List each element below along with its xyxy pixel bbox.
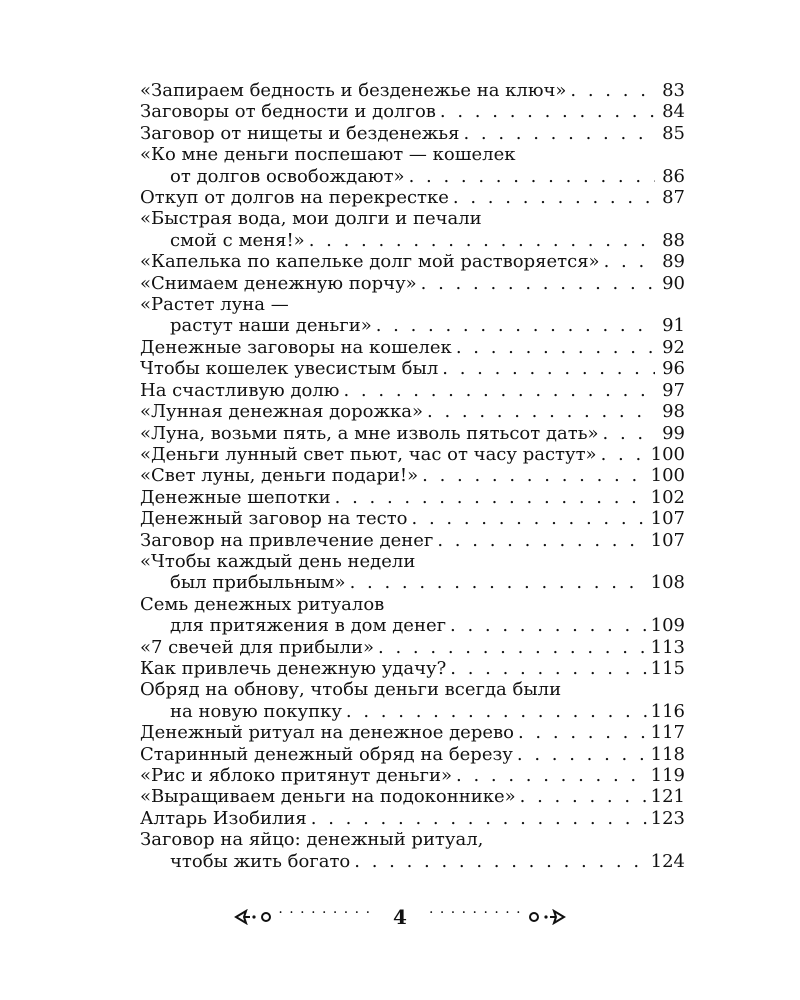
toc-entry-line — [140, 337, 685, 358]
toc-entry-line — [140, 508, 685, 529]
toc-entry[interactable] — [140, 358, 685, 379]
toc-entry-line — [140, 637, 685, 658]
toc-entry-continuation — [140, 166, 685, 187]
toc-page-number: 97 — [662, 379, 685, 401]
toc-entry-title: Денежный ритуал на денежное дерево — [140, 722, 514, 744]
toc-entry[interactable] — [140, 765, 685, 786]
dot-leader — [346, 701, 647, 722]
toc-entry-title: Обряд на обнову, чтобы деньги всегда были — [140, 679, 562, 701]
dot-leader — [421, 273, 655, 294]
toc-page-number: 96 — [662, 358, 685, 380]
dot-leader — [456, 337, 655, 358]
dot-leader — [335, 487, 647, 508]
dot-leader — [412, 508, 647, 529]
left-ornament — [234, 905, 375, 925]
toc-entry-line — [140, 294, 685, 315]
toc-page-number: 113 — [650, 636, 685, 658]
toc-entry-title: На счастливую долю — [140, 379, 340, 401]
toc-page-number: 90 — [662, 272, 685, 294]
toc-page-number: 108 — [650, 572, 685, 594]
toc-entry-title: смой с меня!» — [170, 229, 305, 251]
toc-entry[interactable] — [140, 637, 685, 658]
toc-entry-line — [140, 786, 685, 807]
ornament-dots-right: · · · · · · · · · — [428, 905, 522, 921]
toc-entry-line — [140, 465, 685, 486]
dot-leader — [517, 744, 647, 765]
dot-leader — [309, 230, 655, 251]
toc-entry[interactable] — [140, 808, 685, 829]
toc-entry-line — [140, 594, 685, 615]
dot-leader — [456, 765, 647, 786]
toc-entry-title: для притяжения в дом денег — [170, 615, 447, 637]
toc-entry[interactable] — [140, 530, 685, 551]
toc-entry-title: был прибыльным» — [170, 572, 346, 594]
dot-leader — [354, 851, 646, 872]
toc-entry[interactable] — [140, 337, 685, 358]
toc-page-number: 92 — [662, 336, 685, 358]
toc-page-number: 109 — [650, 615, 685, 637]
toc-entry-title: «Лунная денежная дорожка» — [140, 401, 424, 423]
dot-leader — [378, 637, 647, 658]
dot-leader — [601, 444, 647, 465]
toc-entry-continuation — [140, 572, 685, 593]
dot-leader — [376, 315, 655, 336]
arrow-ornament-left-icon — [234, 909, 274, 925]
toc-entry-title: «Чтобы каждый день недели — [140, 550, 416, 572]
toc-entry-line — [140, 722, 685, 743]
toc-entry-title: Заговор на яйцо: денежный ритуал, — [140, 829, 484, 851]
toc-entry[interactable] — [140, 465, 685, 486]
toc-page-number: 116 — [650, 700, 685, 722]
toc-page-number: 88 — [662, 229, 685, 251]
toc-entry[interactable] — [140, 401, 685, 422]
dot-leader — [350, 572, 647, 593]
toc-entry[interactable] — [140, 251, 685, 272]
toc-entry-continuation — [140, 230, 685, 251]
toc-page-number: 99 — [662, 422, 685, 444]
dot-leader — [440, 101, 655, 122]
toc-page-number: 107 — [650, 508, 685, 530]
toc-entry[interactable] — [140, 380, 685, 401]
toc-page-number: 115 — [650, 657, 685, 679]
toc-entry-title: от долгов освобождают» — [170, 165, 405, 187]
toc-entry[interactable] — [140, 508, 685, 529]
dot-leader — [604, 251, 655, 272]
dot-leader — [427, 401, 655, 422]
toc-page-number: 98 — [662, 401, 685, 423]
toc-entry-title: Семь денежных ритуалов — [140, 593, 385, 615]
toc-page-number: 100 — [650, 443, 685, 465]
toc-entry[interactable] — [140, 444, 685, 465]
page-footer — [0, 904, 800, 930]
dot-leader — [453, 187, 655, 208]
toc-entry-line — [140, 530, 685, 551]
toc-entry[interactable] — [140, 187, 685, 208]
toc-entry-line — [140, 358, 685, 379]
toc-entry-title: «Деньги лунный свет пьют, час от часу растут» — [140, 443, 597, 465]
toc-page-number: 86 — [662, 165, 685, 187]
toc-entry[interactable] — [140, 551, 685, 594]
toc-entry-line — [140, 101, 685, 122]
toc-entry-title: «Рис и яблоко притянут деньги» — [140, 765, 452, 786]
toc-entry-line — [140, 187, 685, 208]
ornament-dots-left: · · · · · · · · · — [278, 905, 372, 921]
toc-entry[interactable] — [140, 679, 685, 722]
toc-page-number: 89 — [662, 251, 685, 273]
toc-entry[interactable] — [140, 594, 685, 637]
toc-page-number: 87 — [662, 187, 685, 209]
toc-entry-title: Откуп от долгов на перекрестке — [140, 187, 449, 209]
toc-entry-title: «Луна, возьми пять, а мне изволь пятьсот дать» — [140, 422, 599, 444]
toc-entry-title: «Капелька по капельке долг мой растворяется» — [140, 251, 600, 273]
dot-leader — [442, 358, 655, 379]
toc-entry-line — [140, 679, 685, 700]
toc-entry-title: Заговор от нищеты и безденежья — [140, 122, 460, 144]
toc-page-number: 119 — [650, 765, 685, 786]
toc-entry-line — [140, 401, 685, 422]
toc-entry-continuation — [140, 615, 685, 636]
dot-leader — [450, 658, 646, 679]
dot-leader — [422, 465, 647, 486]
right-ornament — [425, 905, 566, 925]
arrow-ornament-right-icon — [526, 909, 566, 925]
toc-entry-continuation — [140, 315, 685, 336]
toc-entry-line — [140, 380, 685, 401]
toc-page-number: 123 — [650, 807, 685, 829]
toc-entry-line — [140, 423, 685, 444]
dot-leader — [463, 123, 655, 144]
toc-entry[interactable] — [140, 208, 685, 251]
toc-entry-title: Заговоры от бедности и долгов — [140, 101, 436, 123]
toc-page-number: 124 — [650, 850, 685, 872]
toc-entry-line — [140, 444, 685, 465]
toc-entry-line — [140, 80, 685, 101]
toc-entry-title: растут наши деньги» — [170, 315, 372, 337]
toc-entry[interactable] — [140, 786, 685, 807]
toc-entry[interactable] — [140, 744, 685, 765]
toc-entry[interactable] — [140, 144, 685, 187]
dot-leader — [311, 808, 647, 829]
toc-entry-line — [140, 744, 685, 765]
toc-entry-line — [140, 808, 685, 829]
toc-page-number: 107 — [650, 529, 685, 551]
toc-entry-title: «Выращиваем деньги на подоконнике» — [140, 786, 516, 808]
toc-entry-title: на новую покупку — [170, 700, 342, 722]
toc-entry-line — [140, 487, 685, 508]
dot-leader — [343, 380, 655, 401]
toc-page-number: 102 — [650, 486, 685, 508]
toc-entry[interactable] — [140, 101, 685, 122]
toc-entry[interactable] — [140, 722, 685, 743]
toc-page-number: 84 — [662, 101, 685, 123]
toc-page-number: 91 — [662, 315, 685, 337]
toc-entry-title: Денежные шепотки — [140, 486, 331, 508]
toc-entry-line — [140, 144, 685, 165]
dot-leader — [570, 80, 655, 101]
toc-entry-line — [140, 829, 685, 850]
table-of-contents — [140, 80, 685, 872]
dot-leader — [437, 530, 646, 551]
toc-entry-line — [140, 273, 685, 294]
toc-entry-title: Алтарь Изобилия — [140, 807, 307, 829]
toc-entry[interactable] — [140, 294, 685, 337]
toc-entry-continuation — [140, 851, 685, 872]
toc-page-number: 100 — [650, 465, 685, 487]
toc-entry-title: «Растет луна — — [140, 294, 289, 316]
toc-entry[interactable] — [140, 829, 685, 872]
toc-entry-line — [140, 208, 685, 229]
toc-entry-line — [140, 551, 685, 572]
toc-entry-title: Старинный денежный обряд на березу — [140, 743, 513, 765]
toc-entry-title: «Свет луны, деньги подари!» — [140, 465, 419, 487]
toc-entry-title: «Быстрая вода, мои долги и печали — [140, 208, 482, 230]
toc-entry[interactable] — [140, 123, 685, 144]
dot-leader — [603, 423, 655, 444]
toc-entry-line — [140, 123, 685, 144]
toc-entry-continuation — [140, 701, 685, 722]
page-number: 4 — [393, 905, 407, 929]
toc-page-number: 83 — [662, 80, 685, 101]
toc-entry-title: чтобы жить богато — [170, 850, 351, 872]
toc-entry-title: «Снимаем денежную порчу» — [140, 272, 417, 294]
dot-leader — [520, 786, 647, 807]
toc-entry[interactable] — [140, 658, 685, 679]
toc-entry-title: «Запираем бедность и безденежье на ключ» — [140, 80, 567, 101]
toc-entry-title: Заговор на привлечение денег — [140, 529, 434, 551]
toc-entry-title: Чтобы кошелек увесистым был — [140, 358, 439, 380]
toc-page-number: 117 — [650, 722, 685, 744]
toc-entry-title: «Ко мне деньги поспешают — кошелек — [140, 144, 516, 166]
dot-leader — [409, 166, 655, 187]
toc-entry-line — [140, 251, 685, 272]
toc-page-number: 121 — [650, 786, 685, 808]
toc-entry-title: «7 свечей для прибыли» — [140, 636, 375, 658]
toc-entry-title: Денежный заговор на тесто — [140, 508, 408, 530]
toc-page-number: 118 — [650, 743, 685, 765]
toc-entry[interactable] — [140, 487, 685, 508]
toc-entry-line — [140, 658, 685, 679]
dot-leader — [518, 722, 647, 743]
toc-entry-title: Как привлечь денежную удачу? — [140, 657, 447, 679]
toc-entry[interactable] — [140, 273, 685, 294]
dot-leader — [450, 615, 647, 636]
toc-entry[interactable] — [140, 80, 685, 101]
toc-entry-title: Денежные заговоры на кошелек — [140, 336, 452, 358]
toc-entry-line — [140, 765, 685, 786]
toc-entry[interactable] — [140, 423, 685, 444]
toc-page-number: 85 — [662, 122, 685, 144]
